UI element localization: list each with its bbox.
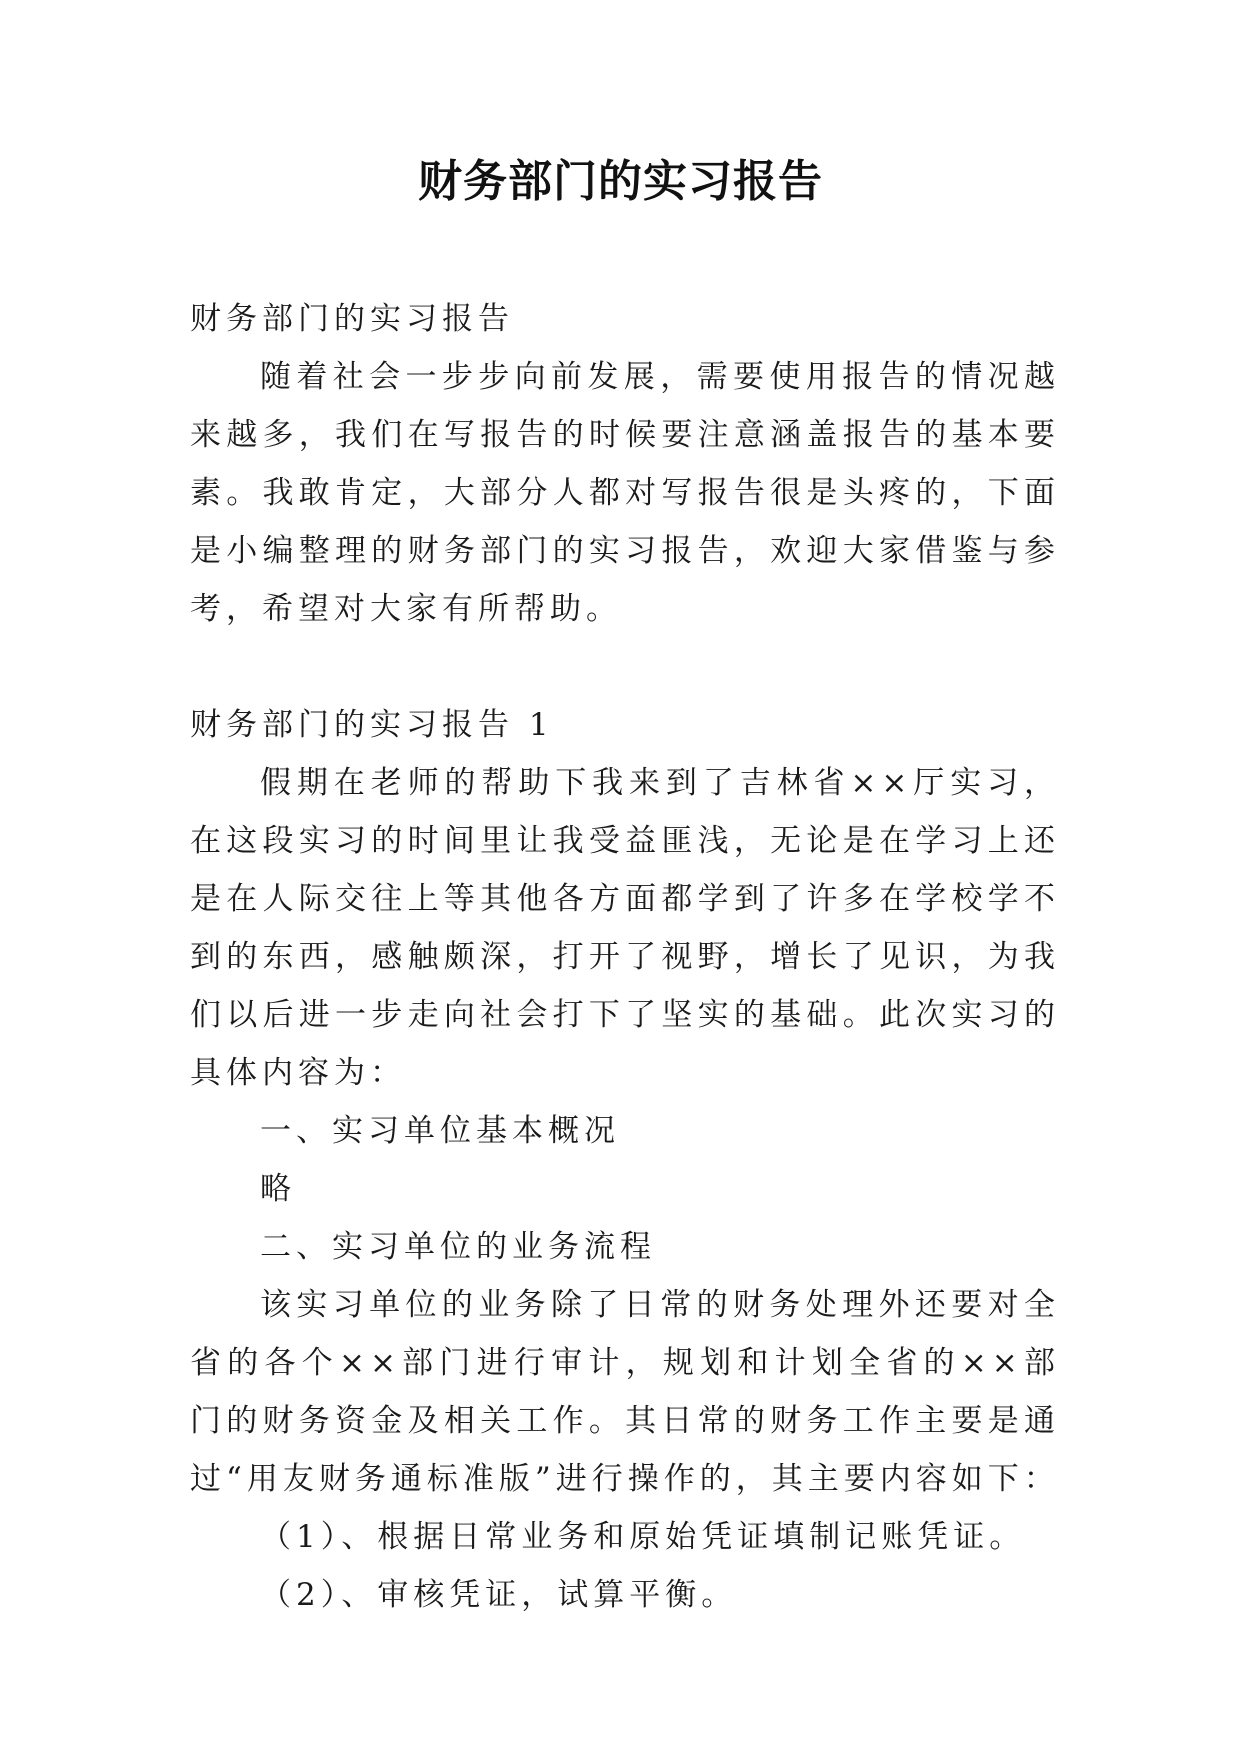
list-item: （2）、审核凭证，试算平衡。 — [260, 1577, 738, 1613]
subheading: 财务部门的实习报告 — [190, 301, 514, 337]
intro-paragraph: 随着社会一步步向前发展，需要使用报告的情况越来越多，我们在写报告的时候要注意涵盖报告的基本要素。我敢肯定，大部分人都对写报告很是头疼的，下面是小编整理的财务部门的实习报告，欢迎大家借鉴与参考，希望对大家有所帮助。 — [190, 359, 1060, 627]
section1-paragraph: 假期在老师的帮助下我来到了吉林省××厅实习，在这段实习的时间里让我受益匪浅，无论是在学习上还是在人际交往上等其他各方面都学到了许多在学校学不到的东西，感触颇深，打开了视野，增长了见识，为我们以后进一步走向社会打下了坚实的基础。此次实习的具体内容为： — [190, 765, 1060, 1091]
document-title: 财务部门的实习报告 — [418, 156, 823, 207]
item2-heading: 二、实习单位的业务流程 — [260, 1229, 656, 1265]
list-item: （1）、根据日常业务和原始凭证填制记账凭证。 — [260, 1519, 1026, 1555]
item1-heading: 一、实习单位基本概况 — [260, 1113, 620, 1149]
item1-body: 略 — [260, 1171, 296, 1207]
document-body — [190, 290, 1060, 1624]
item2-paragraph: 该实习单位的业务除了日常的财务处理外还要对全省的各个××部门进行审计，规划和计划全省的××部门的财务资金及相关工作。其日常的财务工作主要是通过“用友财务通标准版”进行操作的，其主要内容如下： — [190, 1287, 1060, 1497]
section1-heading: 财务部门的实习报告 1 — [190, 707, 554, 743]
section-gap — [190, 638, 1060, 696]
